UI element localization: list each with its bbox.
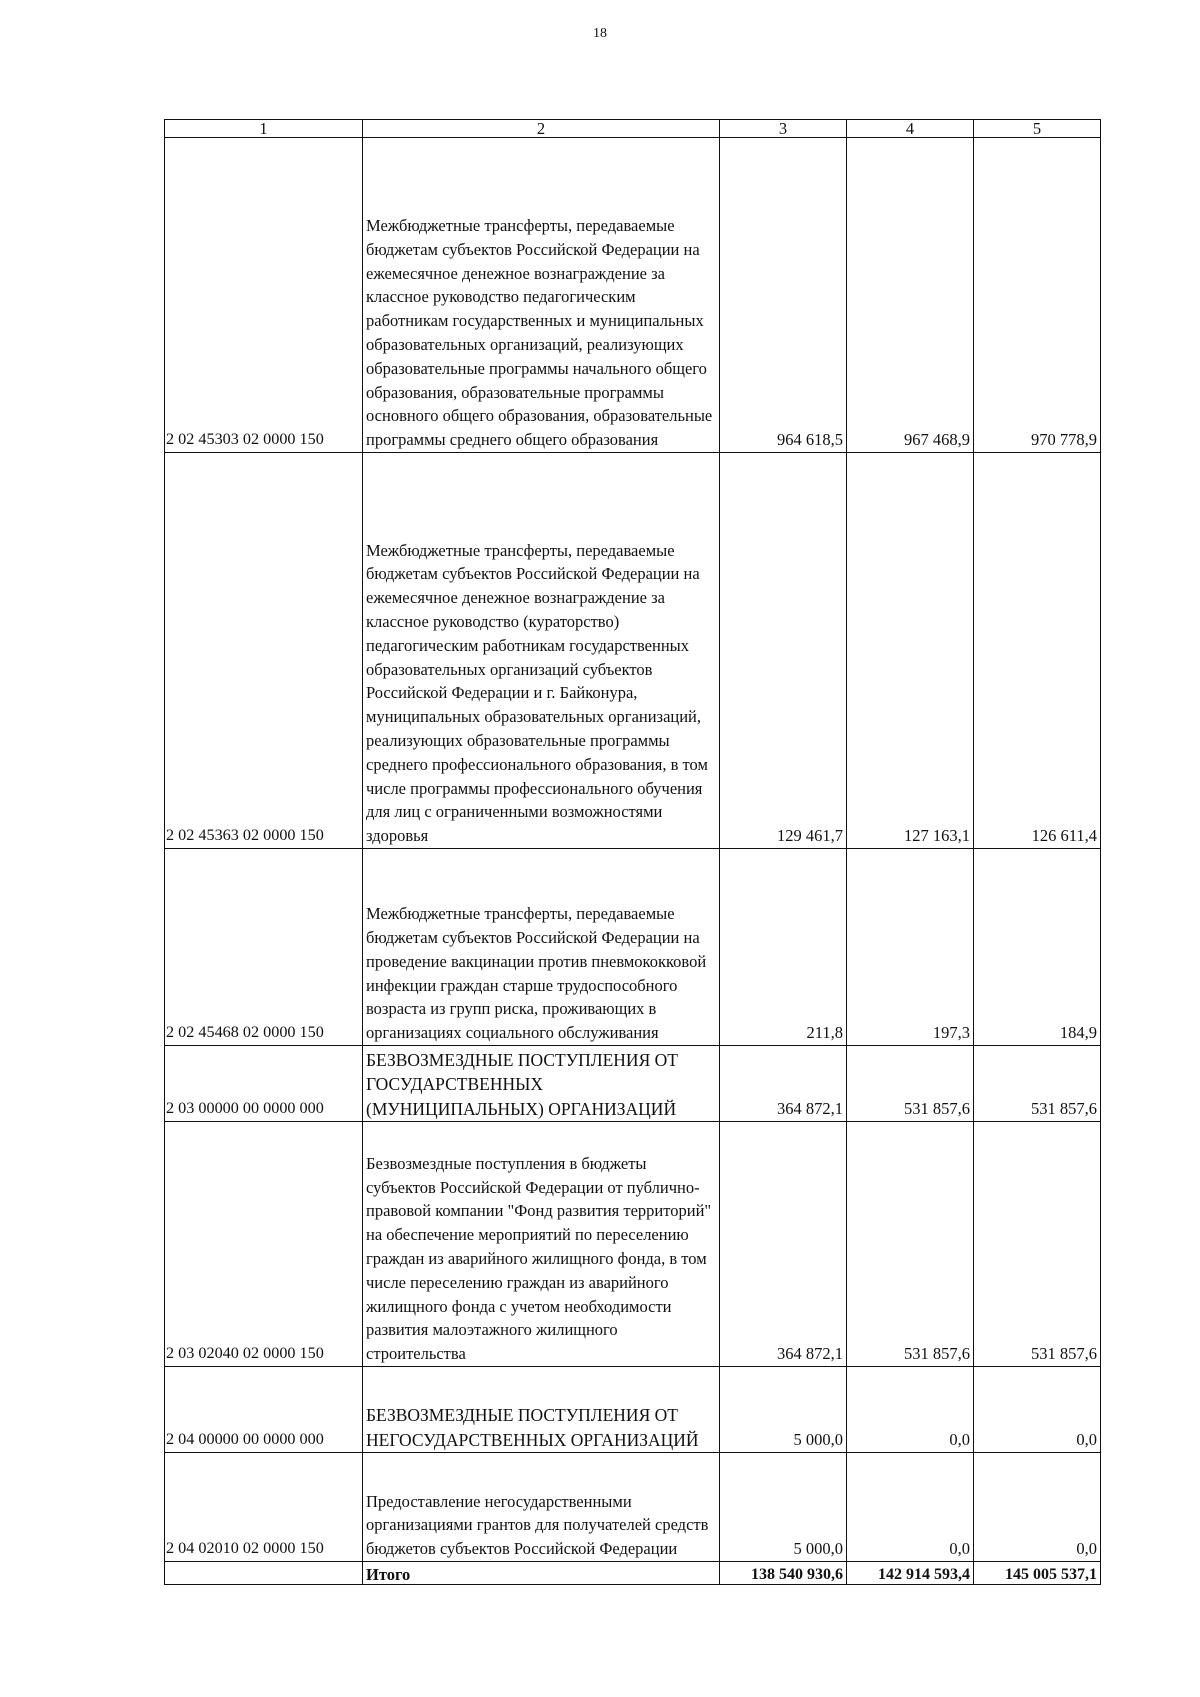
amount-col3: 129 461,7 — [720, 453, 847, 849]
amount-col4: 0,0 — [847, 1453, 974, 1562]
amount-col4: 531 857,6 — [847, 1046, 974, 1122]
amount-col4: 967 468,9 — [847, 138, 974, 453]
budget-code: 2 03 02040 02 0000 150 — [165, 1122, 363, 1367]
amount-col3: 5 000,0 — [720, 1367, 847, 1453]
total-label: Итого — [363, 1562, 720, 1585]
budget-code: 2 02 45363 02 0000 150 — [165, 453, 363, 849]
amount-col5: 126 611,4 — [974, 453, 1101, 849]
revenue-description: Межбюджетные трансферты, передаваемые бюджетам субъектов Российской Федерации на проведение вакцинации против пневмококковой инфекции граждан старше трудоспособного возраста из групп риска, проживающих в организациях социального обслуживания — [363, 849, 720, 1046]
revenue-description: БЕЗВОЗМЕЗДНЫЕ ПОСТУПЛЕНИЯ ОТ НЕГОСУДАРСТВЕННЫХ ОРГАНИЗАЦИЙ — [363, 1367, 720, 1453]
table-row — [165, 1367, 1101, 1453]
amount-col5: 184,9 — [974, 849, 1101, 1046]
table-row — [165, 453, 1101, 849]
amount-col3: 364 872,1 — [720, 1046, 847, 1122]
table-row — [165, 849, 1101, 1046]
column-number-4: 4 — [847, 120, 974, 138]
budget-code: 2 03 00000 00 0000 000 — [165, 1046, 363, 1122]
revenue-description: Межбюджетные трансферты, передаваемые бюджетам субъектов Российской Федерации на ежемесячное денежное вознаграждение за классное руководство (кураторство) педагогическим работникам государственных образовательных организаций субъектов Российской Федерации и г. Байконура, муниципальных образовательных организаций, реализующих образовательные программы среднего профессионального образования, в том числе программы профессионального обучения для лиц с ограниченными возможностями здоровья — [363, 453, 720, 849]
total-code-cell — [165, 1562, 363, 1585]
page-number: 18 — [593, 26, 607, 41]
amount-col4: 197,3 — [847, 849, 974, 1046]
amount-col3: 364 872,1 — [720, 1122, 847, 1367]
column-number-1: 1 — [165, 120, 363, 138]
total-row — [165, 1562, 1101, 1585]
amount-col3: 211,8 — [720, 849, 847, 1046]
budget-code: 2 02 45303 02 0000 150 — [165, 138, 363, 453]
amount-col3: 964 618,5 — [720, 138, 847, 453]
table-row — [165, 1453, 1101, 1562]
column-number-2: 2 — [363, 120, 720, 138]
budget-code: 2 02 45468 02 0000 150 — [165, 849, 363, 1046]
amount-col4: 531 857,6 — [847, 1122, 974, 1367]
amount-col5: 531 857,6 — [974, 1046, 1101, 1122]
table-row — [165, 1122, 1101, 1367]
budget-code: 2 04 00000 00 0000 000 — [165, 1367, 363, 1453]
column-number-5: 5 — [974, 120, 1101, 138]
amount-col4: 0,0 — [847, 1367, 974, 1453]
budget-revenue-table — [164, 119, 1101, 1585]
column-number-3: 3 — [720, 120, 847, 138]
amount-col5: 531 857,6 — [974, 1122, 1101, 1367]
total-col5: 145 005 537,1 — [974, 1562, 1101, 1585]
table-row — [165, 1046, 1101, 1122]
total-col3: 138 540 930,6 — [720, 1562, 847, 1585]
total-col4: 142 914 593,4 — [847, 1562, 974, 1585]
revenue-description: Межбюджетные трансферты, передаваемые бюджетам субъектов Российской Федерации на ежемесячное денежное вознаграждение за классное руководство педагогическим работникам государственных и муниципальных образовательных организаций, реализующих образовательные программы начального общего образования, образовательные программы основного общего образования, образовательные программы среднего общего образования — [363, 138, 720, 453]
amount-col5: 0,0 — [974, 1453, 1101, 1562]
amount-col3: 5 000,0 — [720, 1453, 847, 1562]
amount-col4: 127 163,1 — [847, 453, 974, 849]
amount-col5: 0,0 — [974, 1367, 1101, 1453]
column-number-header-row — [165, 120, 1101, 138]
table-row — [165, 138, 1101, 453]
revenue-description: Безвозмездные поступления в бюджеты субъектов Российской Федерации от публично-правовой компании "Фонд развития территорий" на обеспечение мероприятий по переселению граждан из аварийного жилищного фонда, в том числе переселению граждан из аварийного жилищного фонда с учетом необходимости развития малоэтажного жилищного строительства — [363, 1122, 720, 1367]
budget-code: 2 04 02010 02 0000 150 — [165, 1453, 363, 1562]
amount-col5: 970 778,9 — [974, 138, 1101, 453]
revenue-description: Предоставление негосударственными организациями грантов для получателей средств бюджетов субъектов Российской Федерации — [363, 1453, 720, 1562]
revenue-description: БЕЗВОЗМЕЗДНЫЕ ПОСТУПЛЕНИЯ ОТ ГОСУДАРСТВЕННЫХ (МУНИЦИПАЛЬНЫХ) ОРГАНИЗАЦИЙ — [363, 1046, 720, 1122]
